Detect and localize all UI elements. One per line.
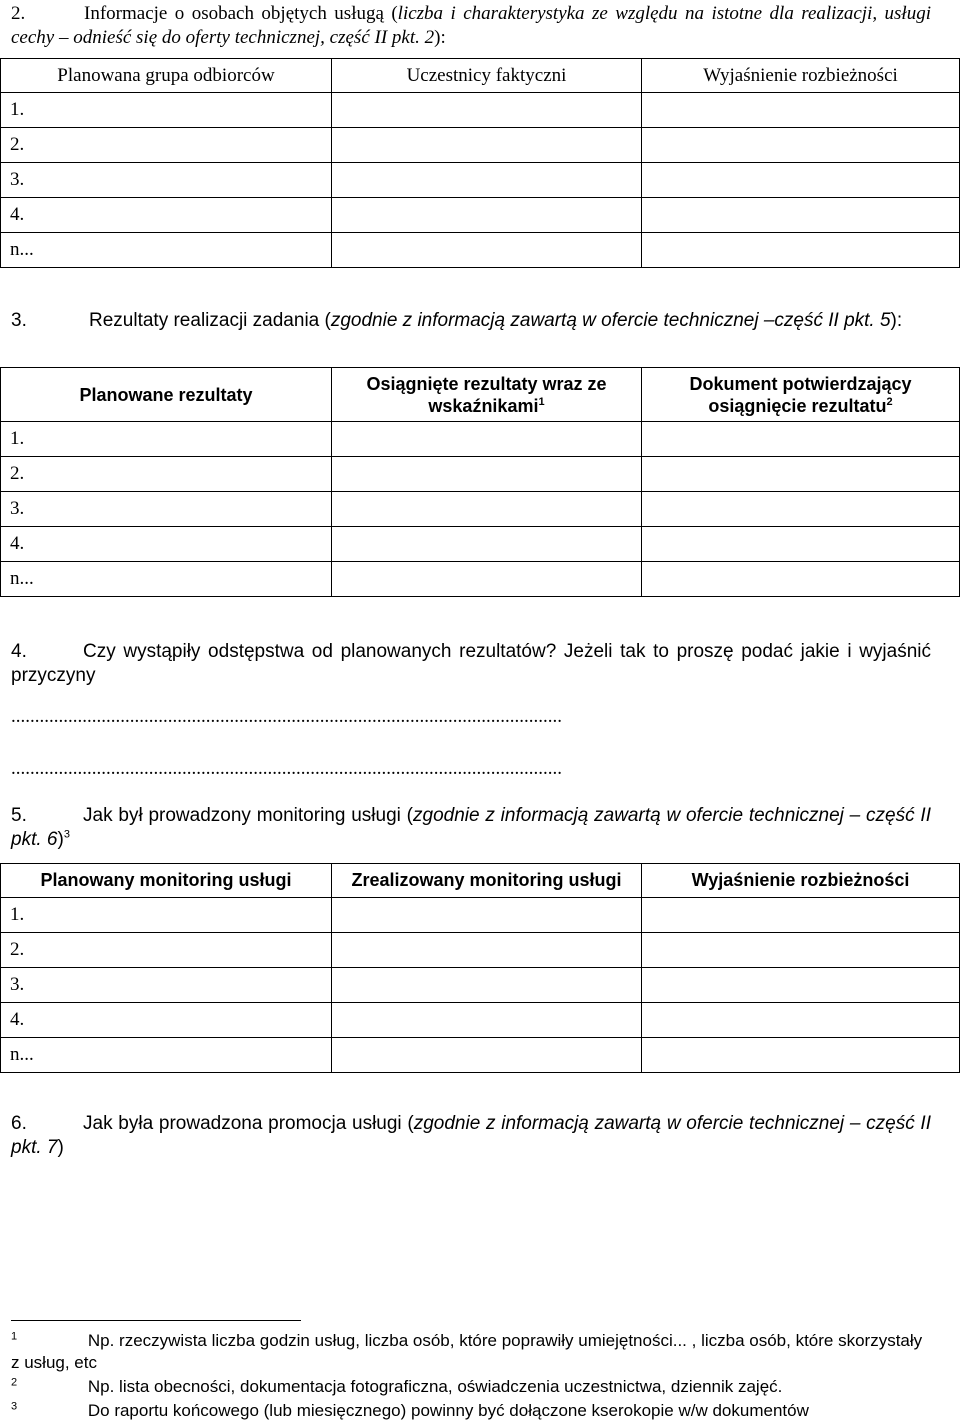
section-2-italic: liczba i charakterystyka ze względu na istotne dla realizacji, usługi cechy – odnieść się do oferty technicznej, część II pkt. 2 <box>11 3 931 48</box>
recipients-table <box>0 58 960 268</box>
results-table <box>0 367 960 597</box>
row-label: 2. <box>1 457 332 492</box>
section-6-text: Jak była prowadzona promocja usługi ( <box>83 1113 414 1134</box>
table-cell[interactable] <box>642 422 960 457</box>
table-cell[interactable] <box>642 968 960 1003</box>
header-discrepancy: Wyjaśnienie rozbieżności <box>642 59 960 93</box>
section-3-text: Rezultaty realizacji zadania ( <box>89 310 331 331</box>
table-cell[interactable] <box>332 457 642 492</box>
footnote-3-number: 3 <box>11 1400 18 1413</box>
footnote-1-text: Np. rzeczywista liczba godzin usług, liczba osób, które poprawiły umiejętności... , liczba osób, które skorzystały z usług, etc <box>11 1331 923 1372</box>
table-cell[interactable] <box>332 933 642 968</box>
header-discrepancy: Wyjaśnienie rozbieżności <box>642 864 960 898</box>
footnote-ref-3: 3 <box>63 828 70 841</box>
table-cell[interactable] <box>332 492 642 527</box>
footnote-2 <box>11 1376 931 1398</box>
footnote-ref-1: 1 <box>538 395 545 408</box>
row-label: 1. <box>1 422 332 457</box>
section-5-number: 5. <box>11 805 27 826</box>
section-2-end: ): <box>434 27 446 48</box>
section-3-italic: zgodnie z informacją zawartą w ofercie technicznej –część II pkt. 5 <box>330 310 891 331</box>
section-6-end: ) <box>57 1137 64 1158</box>
table-cell[interactable] <box>642 128 960 163</box>
table-cell[interactable] <box>642 198 960 233</box>
row-label: n... <box>1 1038 332 1073</box>
section-5-end: ) <box>57 829 64 850</box>
table-cell[interactable] <box>642 163 960 198</box>
footnote-separator <box>11 1320 301 1321</box>
table-cell[interactable] <box>332 233 642 268</box>
table-cell[interactable] <box>642 1003 960 1038</box>
row-label: n... <box>1 233 332 268</box>
section-3-heading <box>11 309 931 333</box>
footnote-1-number: 1 <box>11 1330 18 1343</box>
footnote-3-text: Do raportu końcowego (lub miesięcznego) powinny być dołączone kserokopie w/w dokumentów <box>87 1401 809 1420</box>
section-4-heading <box>11 640 931 688</box>
table-cell[interactable] <box>642 933 960 968</box>
section-2-heading <box>11 2 931 50</box>
table-cell[interactable] <box>332 128 642 163</box>
footnote-1 <box>11 1330 931 1374</box>
table-cell[interactable] <box>332 898 642 933</box>
table-cell[interactable] <box>332 422 642 457</box>
section-6-heading <box>11 1112 931 1160</box>
answer-line-2[interactable]: .................................................................................................................... <box>11 758 562 779</box>
row-label: 3. <box>1 968 332 1003</box>
row-label: 4. <box>1 198 332 233</box>
row-label: 1. <box>1 93 332 128</box>
table-cell[interactable] <box>642 898 960 933</box>
row-label: 4. <box>1 1003 332 1038</box>
section-6-number: 6. <box>11 1113 27 1134</box>
header-confirming-document: Dokument potwierdzający osiągnięcie rezultatu$^2$ <box>642 368 960 422</box>
table-cell[interactable] <box>642 233 960 268</box>
table-cell[interactable] <box>332 562 642 597</box>
table-cell[interactable] <box>642 93 960 128</box>
section-3-end: ): <box>890 310 903 331</box>
answer-line-1[interactable]: .................................................................................................................... <box>11 706 562 727</box>
row-label: 2. <box>1 933 332 968</box>
header-achieved-results: Osiągnięte rezultaty wraz ze wskaźnikami$^1$ <box>332 368 642 422</box>
section-4-text: Czy wystąpiły odstępstwa od planowanych rezultatów? Jeżeli tak to proszę podać jakie i wyjaśnić przyczyny <box>11 641 931 686</box>
footnote-2-number: 2 <box>11 1376 18 1389</box>
footnote-ref-2: 2 <box>886 395 893 408</box>
table-cell[interactable] <box>642 562 960 597</box>
row-label: 3. <box>1 163 332 198</box>
row-label: 4. <box>1 527 332 562</box>
table-cell[interactable] <box>332 1038 642 1073</box>
table-cell[interactable] <box>642 527 960 562</box>
table-cell[interactable] <box>332 93 642 128</box>
table-cell[interactable] <box>332 968 642 1003</box>
section-2-number: 2. <box>11 3 26 24</box>
row-label: 1. <box>1 898 332 933</box>
row-label: 2. <box>1 128 332 163</box>
section-3-number: 3. <box>11 310 27 331</box>
footnote-3 <box>11 1400 931 1422</box>
header-realized-monitoring: Zrealizowany monitoring usługi <box>332 864 642 898</box>
section-4-number: 4. <box>11 641 27 662</box>
section-5-italic: zgodnie z informacją zawartą w ofercie technicznej – część II pkt. 6 <box>11 805 931 850</box>
header-planned-group: Planowana grupa odbiorców <box>1 59 332 93</box>
table-cell[interactable] <box>332 198 642 233</box>
table-cell[interactable] <box>642 492 960 527</box>
section-2-text: Informacje o osobach objętych usługą ( <box>84 3 398 24</box>
monitoring-table <box>0 863 960 1073</box>
table-cell[interactable] <box>332 1003 642 1038</box>
table-cell[interactable] <box>642 457 960 492</box>
header-actual-participants: Uczestnicy faktyczni <box>332 59 642 93</box>
table-cell[interactable] <box>332 163 642 198</box>
section-5-text: Jak był prowadzony monitoring usługi ( <box>83 805 414 826</box>
table-cell[interactable] <box>642 1038 960 1073</box>
header-planned-results: Planowane rezultaty <box>1 368 332 422</box>
section-6-italic: zgodnie z informacją zawartą w ofercie technicznej – część II pkt. 7 <box>11 1113 931 1158</box>
header-planned-monitoring: Planowany monitoring usługi <box>1 864 332 898</box>
row-label: 3. <box>1 492 332 527</box>
section-5-heading <box>11 804 931 852</box>
footnote-2-text: Np. lista obecności, dokumentacja fotograficzna, oświadczenia uczestnictwa, dziennik zajęć. <box>87 1377 783 1396</box>
table-cell[interactable] <box>332 527 642 562</box>
row-label: n... <box>1 562 332 597</box>
